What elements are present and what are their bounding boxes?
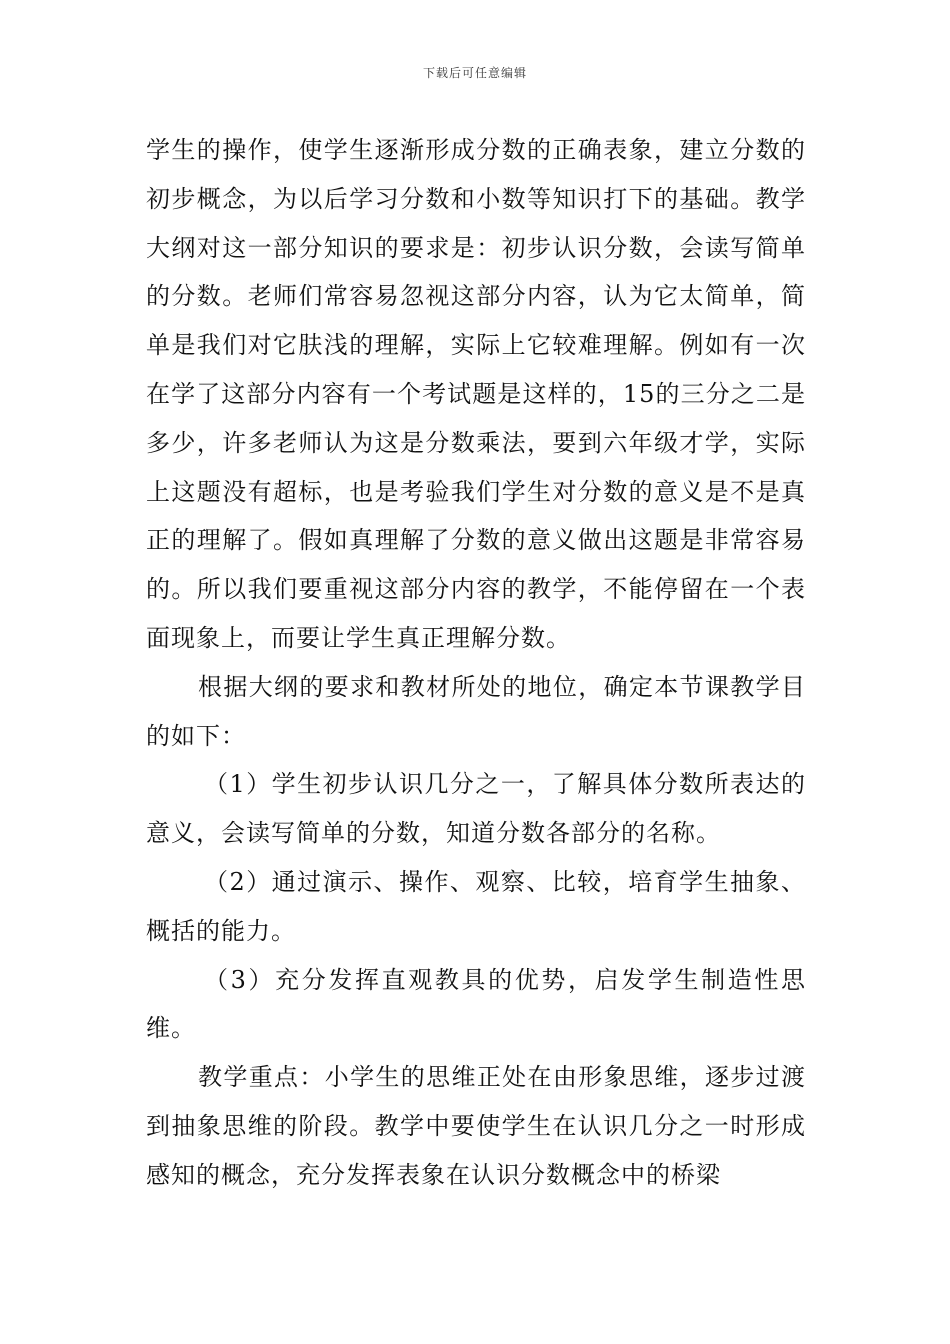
paragraph-intro: 学生的操作，使学生逐渐形成分数的正确表象，建立分数的初步概念，为以后学习分数和小数等知识打下的基础。教学大纲对这一部分知识的要求是：初步认识分数，会读写简单的分数。老师们常容易忽视这部分内容，认为它太简单，简单是我们对它肤浅的理解，实际上它较难理解。例如有一次在学了这部分内容有一个考试题是这样的，15的三分之二是多少，许多老师认为这是分数乘法，要到六年级才学，实际上这题没有超标，也是考验我们学生对分数的意义是不是真正的理解了。假如真理解了分数的意义做出这题是非常容易的。所以我们要重视这部分内容的教学，不能停留在一个表面现象上，而要让学生真正理解分数。: [146, 136, 806, 652]
paragraph-objective-3: （3）充分发挥直观教具的优势，启发学生制造性思维。: [146, 965, 806, 1043]
page-header-note: 下载后可任意编辑: [422, 66, 527, 80]
document-body: [146, 126, 806, 1200]
paragraph-objective-1: （1）学生初步认识几分之一，了解具体分数所表达的意义，会读写简单的分数，知道分数各部分的名称。: [146, 770, 806, 848]
paragraph-teaching-focus: 教学重点：小学生的思维正处在由形象思维，逐步过渡到抽象思维的阶段。教学中要使学生在认识几分之一时形成感知的概念，充分发挥表象在认识分数概念中的桥梁: [146, 1063, 806, 1189]
paragraph-objectives-lead: 根据大纲的要求和教材所处的地位，确定本节课教学目的如下：: [146, 672, 806, 750]
paragraph-objective-2: （2）通过演示、操作、观察、比较，培育学生抽象、概括的能力。: [146, 867, 806, 945]
